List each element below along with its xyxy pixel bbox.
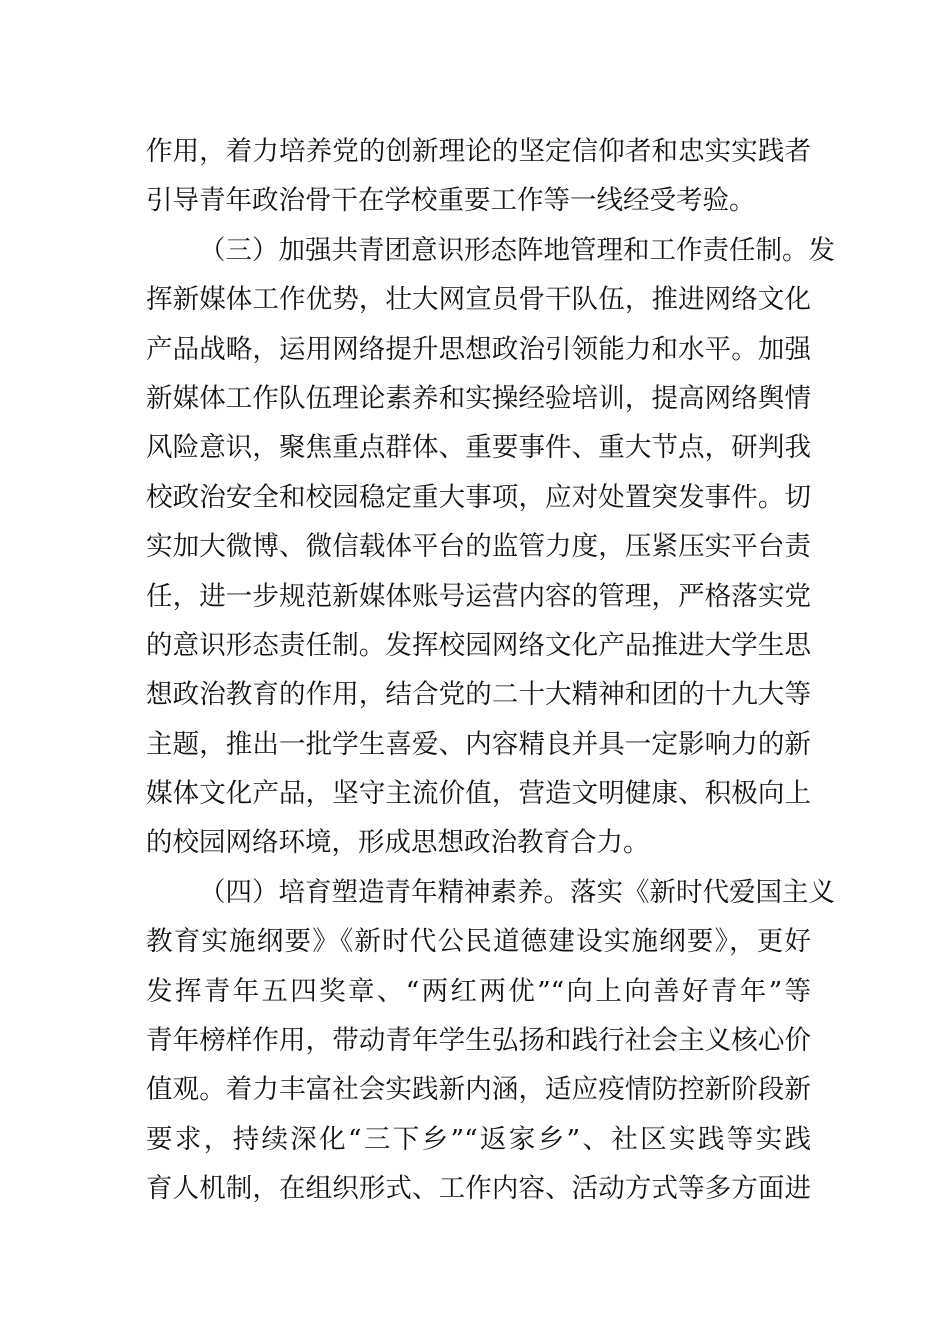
text-line: 育人机制，在组织形式、工作内容、活动方式等多方面进 [146,1173,811,1205]
text-line: 青年榜样作用，带动青年学生弘扬和践行社会主义核心价 [146,1025,811,1057]
section-heading-line: （四）培育塑造青年精神素养。落实《新时代爱国主义 [199,876,835,908]
body-text [146,127,835,1214]
text-line: 值观。着力丰富社会实践新内涵，适应疫情防控新阶段新 [146,1074,811,1106]
text-line: 要求，持续深化“三下乡”“返家乡”、社区实践等实践 [146,1123,811,1155]
text-line: 想政治教育的作用，结合党的二十大精神和团的十九大等 [146,679,811,711]
section-heading-line: （三）加强共青团意识形态阵地管理和工作责任制。发 [199,234,835,266]
text-line: 引导青年政治骨干在学校重要工作等一线经受考验。 [146,185,756,217]
text-line: 主题，推出一批学生喜爱、内容精良并具一定影响力的新 [146,728,811,760]
text-line: 任，进一步规范新媒体账号运营内容的管理，严格落实党 [146,580,811,612]
text-line: 实加大微博、微信载体平台的监管力度，压紧压实平台责 [146,531,811,563]
text-line: 风险意识，聚焦重点群体、重要事件、重大节点，研判我 [146,432,811,464]
text-line: 新媒体工作队伍理论素养和实操经验培训，提高网络舆情 [146,382,811,414]
text-line: 发挥青年五四奖章、“两红两优”“向上向善好青年”等 [146,975,811,1007]
text-line: 校政治安全和校园稳定重大事项，应对处置突发事件。切 [146,481,811,513]
text-line: 产品战略，运用网络提升思想政治引领能力和水平。加强 [146,333,811,365]
text-line: 挥新媒体工作优势，壮大网宣员骨干队伍，推进网络文化 [146,284,811,316]
text-line: 教育实施纲要》《新时代公民道德建设实施纲要》，更好 [146,926,811,958]
text-line: 媒体文化产品，坚守主流价值，营造文明健康、积极向上 [146,778,811,810]
text-line: 的意识形态责任制。发挥校园网络文化产品推进大学生思 [146,629,811,661]
text-line: 作用，着力培养党的创新理论的坚定信仰者和忠实实践者 [146,136,811,167]
text-line: 的校园网络环境，形成思想政治教育合力。 [146,827,650,859]
